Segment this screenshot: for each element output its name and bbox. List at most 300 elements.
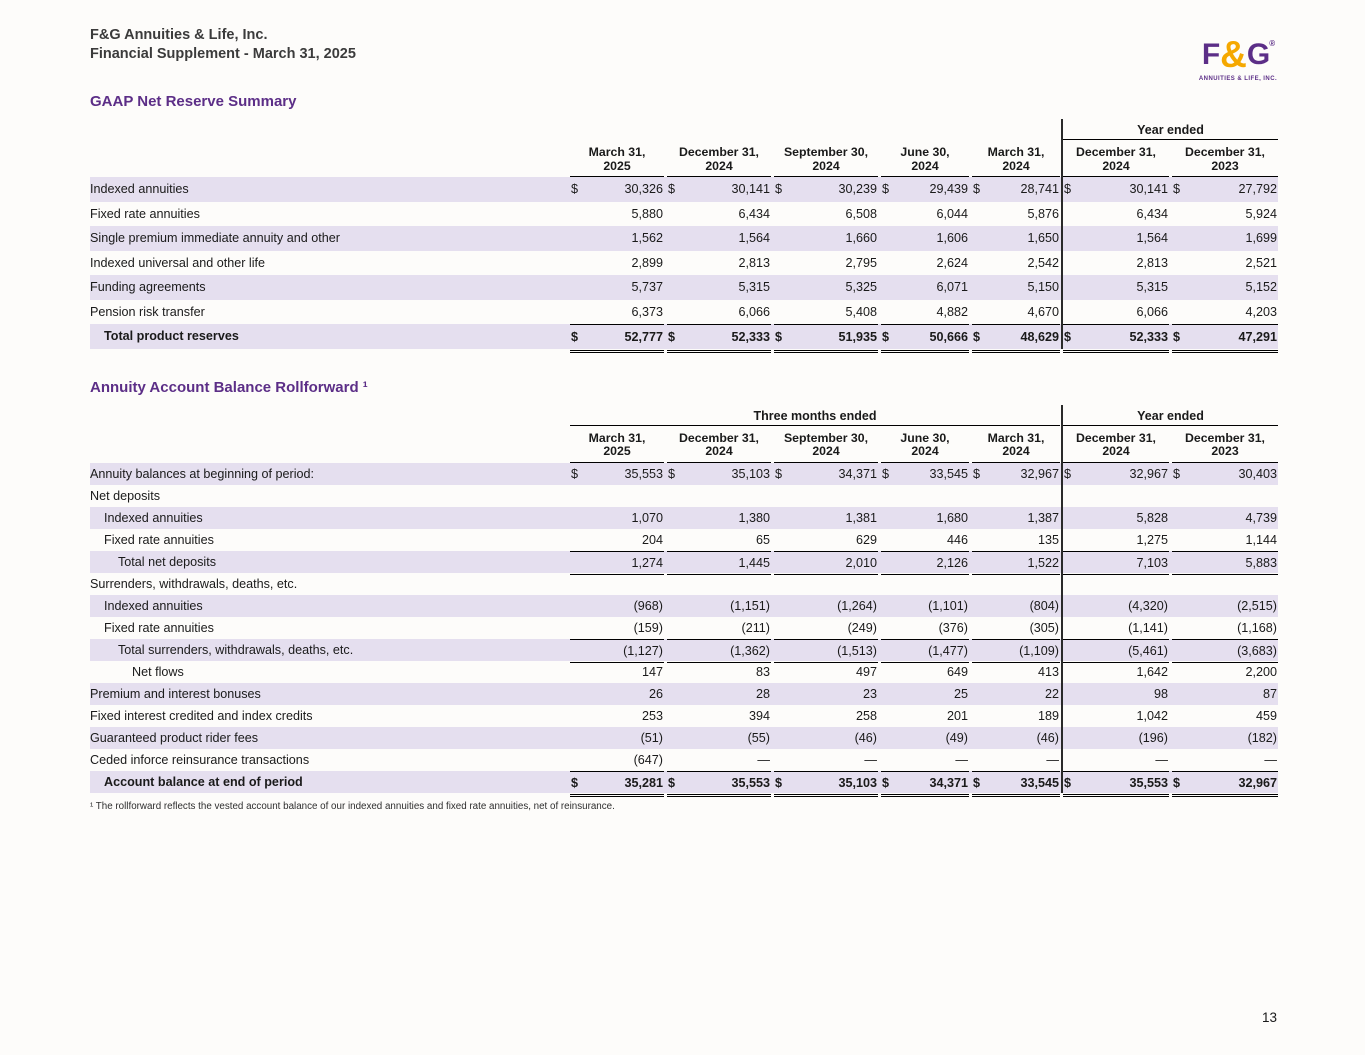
dollar-sign: $	[1064, 182, 1072, 196]
cell-value: 5,408	[845, 304, 877, 319]
value-cell	[881, 463, 969, 485]
cell-value: 147	[641, 664, 663, 679]
column-header	[1172, 426, 1278, 463]
logo-caption: ANNUITIES & LIFE, INC.	[1198, 76, 1278, 82]
cell-value: 2,899	[631, 255, 663, 270]
cell-value: (159)	[633, 620, 663, 635]
table-row	[90, 595, 1278, 617]
section-title-annuity-rollforward: Annuity Account Balance Rollforward ¹	[90, 378, 368, 396]
value-cell	[774, 324, 878, 353]
value-cell	[667, 177, 771, 202]
cell-value: 35,553	[624, 466, 663, 481]
cell-value: 25	[953, 686, 968, 701]
row-label: Surrenders, withdrawals, deaths, etc.	[90, 576, 298, 591]
value-cell	[667, 551, 771, 575]
group-header: Three months ended	[570, 409, 1060, 426]
value-cell	[1063, 705, 1169, 727]
value-cell	[667, 771, 771, 797]
cell-value: 1,381	[845, 510, 877, 525]
value-cell	[972, 639, 1060, 663]
value-cell	[570, 300, 664, 325]
cell-value: 2,795	[845, 255, 877, 270]
cell-value: 28,741	[1020, 182, 1059, 196]
value-cell	[667, 202, 771, 227]
table-row	[90, 324, 1278, 349]
value-cell	[1063, 529, 1169, 551]
value-cell	[570, 275, 664, 300]
cell-value: 6,373	[631, 304, 663, 319]
value-cell	[1172, 202, 1278, 227]
dollar-sign: $	[882, 775, 890, 790]
cell-value: 258	[855, 708, 877, 723]
row-label: Pension risk transfer	[90, 304, 205, 319]
cell-value: 30,141	[731, 182, 770, 196]
cell-value: 459	[1255, 708, 1277, 723]
value-cell	[1172, 251, 1278, 276]
cell-value: 253	[641, 708, 663, 723]
cell-value: (804)	[1029, 598, 1059, 613]
fg-logo-letters	[1194, 26, 1282, 73]
value-cell	[972, 202, 1060, 227]
cell-value: (211)	[741, 620, 770, 635]
cell-value: 35,553	[1129, 775, 1168, 790]
dollar-sign: $	[1173, 330, 1181, 344]
value-cell	[1172, 727, 1278, 749]
value-cell	[1172, 463, 1278, 485]
value-cell	[667, 639, 771, 663]
value-cell	[570, 251, 664, 276]
cell-value: 5,152	[1245, 280, 1277, 294]
value-cell	[881, 226, 969, 251]
cell-value: 189	[1037, 708, 1059, 723]
cell-value: 50,666	[929, 330, 968, 344]
column-header-text: June 30, 2024	[900, 430, 950, 458]
column-header	[1063, 140, 1169, 177]
year-ended-divider	[1061, 405, 1063, 793]
cell-value: 35,281	[624, 775, 663, 790]
cell-value: 5,880	[631, 206, 663, 221]
value-cell	[1063, 595, 1169, 617]
value-cell	[1063, 324, 1169, 353]
column-header	[570, 140, 664, 177]
annuity-rollforward-table	[90, 405, 1278, 793]
value-cell	[881, 551, 969, 575]
value-cell	[881, 705, 969, 727]
cell-value: 497	[855, 664, 877, 679]
dollar-sign: $	[775, 466, 783, 481]
table-column-header-row	[90, 140, 1278, 177]
value-cell	[1172, 275, 1278, 300]
cell-value: 7,103	[1136, 555, 1168, 570]
dollar-sign: $	[1173, 775, 1181, 790]
value-cell	[570, 771, 664, 797]
value-cell	[972, 617, 1060, 639]
value-cell	[1063, 727, 1169, 749]
value-cell	[972, 300, 1060, 325]
value-cell	[570, 507, 664, 529]
value-cell	[972, 275, 1060, 300]
value-cell	[667, 324, 771, 353]
cell-value: 4,739	[1245, 510, 1277, 525]
value-cell	[881, 683, 969, 705]
value-cell	[774, 639, 878, 663]
value-cell	[570, 661, 664, 683]
cell-value: 33,545	[929, 466, 968, 481]
value-cell	[570, 551, 664, 575]
fg-logo	[1194, 26, 1282, 82]
value-cell	[972, 251, 1060, 276]
dollar-sign: $	[775, 330, 783, 344]
value-cell	[881, 324, 969, 353]
cell-value: 6,066	[1136, 304, 1168, 319]
cell-value: (647)	[633, 752, 663, 767]
dollar-sign: $	[668, 330, 676, 344]
value-cell	[881, 749, 969, 771]
column-header-text: June 30, 2024	[900, 145, 950, 173]
column-header-spacer	[90, 426, 567, 463]
column-header	[774, 426, 878, 463]
cell-value: 5,325	[845, 280, 877, 294]
cell-value: 1,380	[738, 510, 770, 525]
cell-value: 87	[1262, 686, 1277, 701]
value-cell	[667, 661, 771, 683]
value-cell	[667, 251, 771, 276]
column-header-text: September 30, 2024	[783, 430, 869, 458]
value-cell	[972, 771, 1060, 797]
cell-value: (4,320)	[1128, 598, 1168, 613]
value-cell	[774, 202, 878, 227]
logo-letter-f: F	[1201, 38, 1220, 71]
footnote: ¹ The rollforward reflects the vested account balance of our indexed annuities and fixed rate annuities, net of reinsurance.	[90, 800, 615, 812]
value-cell	[667, 595, 771, 617]
cell-value: (249)	[847, 620, 877, 635]
column-header-spacer	[90, 140, 567, 177]
value-cell	[1063, 507, 1169, 529]
table-row	[90, 727, 1278, 749]
value-cell	[774, 727, 878, 749]
value-cell	[774, 617, 878, 639]
cell-value: 30,403	[1238, 466, 1277, 481]
cell-value: (3,683)	[1237, 643, 1277, 658]
value-cell	[570, 324, 664, 353]
value-cell	[774, 275, 878, 300]
cell-value: 48,629	[1020, 330, 1059, 344]
cell-value: (1,109)	[1019, 643, 1059, 658]
cell-value: 26	[648, 686, 663, 701]
cell-value: 52,333	[731, 330, 770, 344]
cell-value: 2,200	[1245, 664, 1277, 679]
cell-value: 5,150	[1027, 280, 1059, 294]
value-cell	[570, 595, 664, 617]
cell-value: (305)	[1029, 620, 1059, 635]
cell-value: 1,562	[631, 231, 663, 245]
row-label: Annuity balances at beginning of period:	[90, 466, 315, 481]
page-number: 13	[1261, 1010, 1277, 1025]
cell-value: 6,066	[738, 304, 770, 319]
value-cell	[774, 463, 878, 485]
dollar-sign: $	[1173, 182, 1181, 196]
column-header-text: December 31, 2023	[1185, 145, 1265, 173]
dollar-sign: $	[1064, 775, 1072, 790]
value-cell	[667, 507, 771, 529]
value-cell	[667, 749, 771, 771]
dollar-sign: $	[668, 182, 676, 196]
dollar-sign: $	[1173, 466, 1181, 481]
table-row	[90, 251, 1278, 276]
value-cell	[972, 595, 1060, 617]
company-name: F&G Annuities & Life, Inc.	[90, 27, 268, 43]
row-label: Account balance at end of period	[104, 774, 303, 789]
value-cell	[1063, 226, 1169, 251]
value-cell	[774, 595, 878, 617]
row-label: Total product reserves	[104, 329, 239, 343]
value-cell	[570, 463, 664, 485]
cell-value: 1,387	[1027, 510, 1059, 525]
table-row	[90, 275, 1278, 300]
table-row	[90, 771, 1278, 793]
value-cell	[774, 251, 878, 276]
cell-value: 204	[641, 532, 663, 547]
dollar-sign: $	[775, 775, 783, 790]
value-cell	[570, 202, 664, 227]
value-cell	[1172, 705, 1278, 727]
column-header-text: December 31, 2024	[1076, 145, 1156, 173]
dollar-sign: $	[882, 182, 890, 196]
dollar-sign: $	[1064, 330, 1072, 344]
value-cell	[972, 529, 1060, 551]
row-label: Indexed universal and other life	[90, 255, 266, 270]
cell-value: (1,127)	[623, 643, 663, 658]
value-cell	[774, 771, 878, 797]
cell-value: 1,522	[1027, 555, 1059, 570]
value-cell	[774, 661, 878, 683]
column-header	[1063, 426, 1169, 463]
dollar-sign: $	[973, 775, 981, 790]
cell-value: (46)	[1036, 730, 1059, 745]
value-cell	[570, 226, 664, 251]
cell-value: 2,010	[845, 555, 877, 570]
cell-value: —	[1264, 752, 1277, 767]
cell-value: 51,935	[838, 330, 877, 344]
cell-value: 649	[946, 664, 968, 679]
cell-value: 1,274	[631, 555, 663, 570]
value-cell	[1063, 551, 1169, 575]
value-cell	[667, 617, 771, 639]
document-header	[90, 26, 1278, 82]
value-cell	[881, 727, 969, 749]
value-cell	[774, 529, 878, 551]
cell-value: 1,606	[936, 231, 968, 245]
value-cell	[881, 771, 969, 797]
year-ended-divider	[1061, 119, 1063, 349]
cell-value: (968)	[633, 598, 663, 613]
value-cell	[1063, 639, 1169, 663]
dollar-sign: $	[571, 330, 579, 344]
logo-ampersand: &	[1220, 34, 1246, 75]
value-cell	[1172, 300, 1278, 325]
value-cell	[570, 683, 664, 705]
group-header: Year ended	[1063, 123, 1278, 140]
cell-value: 52,777	[624, 330, 663, 344]
cell-value: 6,434	[1136, 206, 1168, 221]
cell-value: 33,545	[1020, 775, 1059, 790]
cell-value: 32,967	[1238, 775, 1277, 790]
value-cell	[1063, 749, 1169, 771]
cell-value: 30,326	[624, 182, 663, 196]
value-cell	[972, 551, 1060, 575]
cell-value: 5,883	[1245, 555, 1277, 570]
column-header	[570, 426, 664, 463]
column-header	[972, 426, 1060, 463]
value-cell	[774, 749, 878, 771]
row-label: Fixed interest credited and index credits	[90, 708, 313, 723]
value-cell	[774, 705, 878, 727]
cell-value: 5,737	[631, 280, 663, 294]
value-cell	[972, 749, 1060, 771]
group-header: Year ended	[1063, 409, 1278, 426]
cell-value: (49)	[945, 730, 968, 745]
value-cell	[1172, 639, 1278, 663]
value-cell	[1172, 529, 1278, 551]
cell-value: 1,275	[1136, 532, 1168, 547]
gaap-net-reserve-table	[90, 119, 1278, 349]
cell-value: (376)	[938, 620, 968, 635]
cell-value: 1,445	[738, 555, 770, 570]
value-cell	[1063, 202, 1169, 227]
cell-value: (51)	[640, 730, 663, 745]
cell-value: (5,461)	[1128, 643, 1168, 658]
row-label: Indexed annuities	[104, 598, 203, 613]
value-cell	[1172, 617, 1278, 639]
column-header-text: March 31, 2025	[588, 430, 646, 458]
cell-value: —	[864, 752, 877, 767]
value-cell	[881, 595, 969, 617]
cell-value: (182)	[1247, 730, 1277, 745]
column-header	[972, 140, 1060, 177]
row-label: Guaranteed product rider fees	[90, 730, 259, 745]
cell-value: (1,264)	[837, 598, 877, 613]
cell-value: (1,141)	[1128, 620, 1168, 635]
cell-value: 1,564	[738, 231, 770, 245]
cell-value: 35,103	[838, 775, 877, 790]
cell-value: 1,660	[845, 231, 877, 245]
column-header	[1172, 140, 1278, 177]
value-cell	[1063, 617, 1169, 639]
table-row	[90, 551, 1278, 573]
column-header	[667, 140, 771, 177]
cell-value: 28	[755, 686, 770, 701]
section-title-gaap-net-reserve-summary: GAAP Net Reserve Summary	[90, 93, 297, 110]
cell-value: (196)	[1138, 730, 1168, 745]
cell-value: 6,071	[936, 280, 968, 294]
value-cell	[774, 226, 878, 251]
dollar-sign: $	[973, 330, 981, 344]
row-label: Funding agreements	[90, 280, 206, 294]
dollar-sign: $	[571, 182, 579, 196]
value-cell	[972, 463, 1060, 485]
row-label: Total surrenders, withdrawals, deaths, etc.	[118, 642, 354, 657]
cell-value: 2,813	[738, 255, 770, 270]
cell-value: 35,103	[731, 466, 770, 481]
value-cell	[570, 749, 664, 771]
value-cell	[1172, 324, 1278, 353]
table-row	[90, 573, 1278, 595]
cell-value: 65	[755, 532, 770, 547]
cell-value: 1,699	[1245, 231, 1277, 245]
column-header	[774, 140, 878, 177]
value-cell	[972, 324, 1060, 353]
registered-mark: ®	[1269, 39, 1275, 48]
cell-value: 5,876	[1027, 206, 1059, 221]
cell-value: 34,371	[838, 466, 877, 481]
value-cell	[1172, 683, 1278, 705]
cell-value: 446	[946, 532, 968, 547]
cell-value: 6,044	[936, 206, 968, 221]
cell-value: 1,042	[1136, 708, 1168, 723]
value-cell	[1172, 177, 1278, 202]
table-row	[90, 683, 1278, 705]
cell-value: 4,203	[1245, 304, 1277, 319]
value-cell	[881, 639, 969, 663]
cell-value: 98	[1153, 686, 1168, 701]
column-header-text: September 30, 2024	[783, 145, 869, 173]
cell-value: —	[955, 752, 968, 767]
cell-value: 2,126	[936, 555, 968, 570]
cell-value: (1,168)	[1237, 620, 1277, 635]
value-cell	[1063, 683, 1169, 705]
column-header-text: December 31, 2024	[1076, 430, 1156, 458]
column-header	[881, 426, 969, 463]
column-header-text: March 31, 2024	[987, 430, 1045, 458]
value-cell	[1063, 177, 1169, 202]
cell-value: 23	[862, 686, 877, 701]
value-cell	[667, 683, 771, 705]
cell-value: 413	[1037, 664, 1059, 679]
cell-value: 2,813	[1136, 255, 1168, 270]
cell-value: (46)	[854, 730, 877, 745]
cell-value: 30,239	[838, 182, 877, 196]
table-column-header-row	[90, 426, 1278, 463]
value-cell	[570, 705, 664, 727]
value-cell	[1063, 300, 1169, 325]
table-row	[90, 617, 1278, 639]
value-cell	[667, 727, 771, 749]
table-group-header-row	[90, 119, 1278, 140]
dollar-sign: $	[668, 775, 676, 790]
table-row	[90, 300, 1278, 325]
cell-value: 32,967	[1020, 466, 1059, 481]
cell-value: 201	[946, 708, 968, 723]
row-label: Premium and interest bonuses	[90, 686, 261, 701]
dollar-sign: $	[571, 466, 579, 481]
value-cell	[1063, 661, 1169, 683]
cell-value: 29,439	[929, 182, 968, 196]
cell-value: 35,553	[731, 775, 770, 790]
dollar-sign: $	[571, 775, 579, 790]
dollar-sign: $	[882, 330, 890, 344]
table-row	[90, 202, 1278, 227]
value-cell	[881, 275, 969, 300]
table-row	[90, 705, 1278, 727]
value-cell	[972, 226, 1060, 251]
cell-value: 2,624	[936, 255, 968, 270]
value-cell	[667, 705, 771, 727]
value-cell	[570, 177, 664, 202]
cell-value: (1,101)	[928, 598, 968, 613]
row-label: Indexed annuities	[90, 182, 189, 196]
cell-value: 5,924	[1245, 206, 1277, 221]
row-label: Fixed rate annuities	[104, 620, 214, 635]
